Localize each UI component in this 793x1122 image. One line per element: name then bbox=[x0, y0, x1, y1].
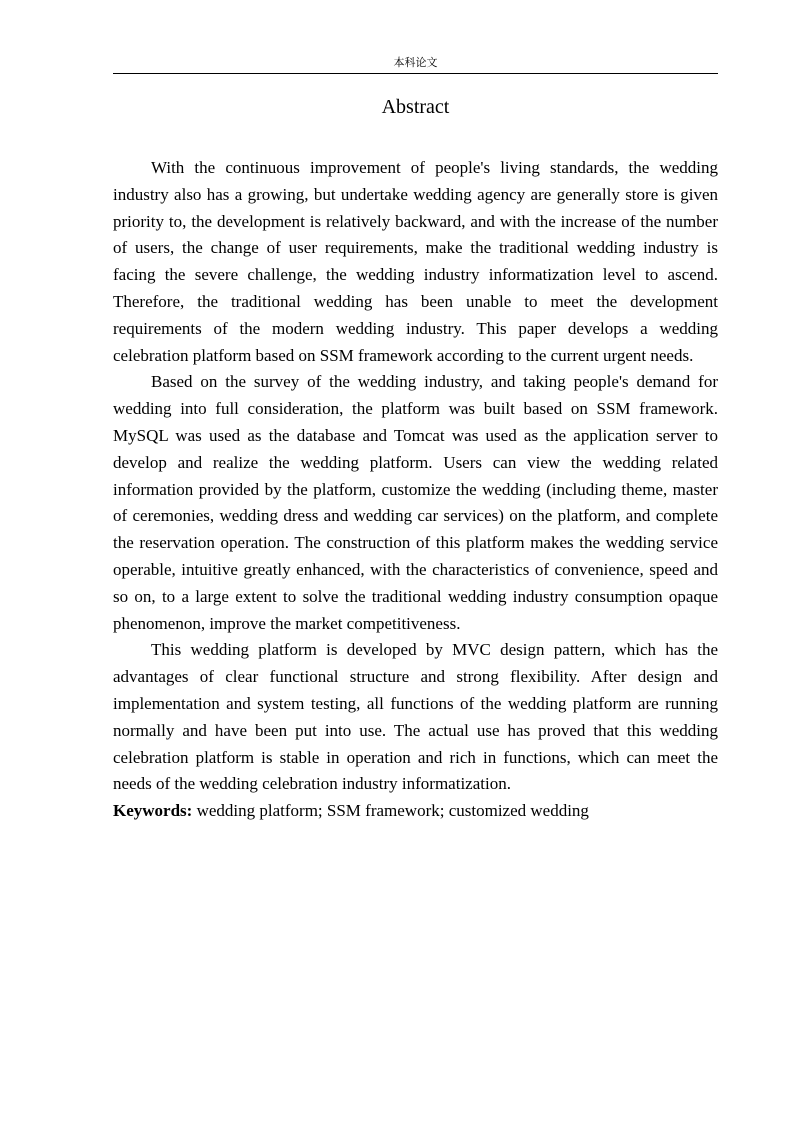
abstract-paragraph-3: This wedding platform is developed by MVC design pattern, which has the advantages of clear functional structure and strong flexibility. After design and implementation and system testing, all functions of the wedding platform are running normally and have been put into use. The actual use has proved that this wedding celebration platform is stable in operation and rich in functions, which can meet the needs of the wedding celebration industry informatization. bbox=[113, 640, 718, 794]
abstract-paragraph-2: Based on the survey of the wedding industry, and taking people's demand for wedding into full consideration, the platform was built based on SSM framework. MySQL was used as the database and Tomcat was used as the application server to develop and realize the wedding platform. Users can view the wedding related information provided by the platform, customize the wedding (including theme, master of ceremonies, wedding dress and wedding car services) on the platform, and complete the reservation operation. The construction of this platform makes the wedding service operable, intuitive greatly enhanced, with the characteristics of convenience, speed and so on, to a large extent to solve the traditional wedding industry consumption opaque phenomenon, improve the market competitiveness. bbox=[113, 372, 718, 633]
keywords-label: Keywords: bbox=[113, 801, 193, 821]
abstract-title: Abstract bbox=[381, 96, 450, 118]
abstract-body bbox=[113, 155, 718, 825]
header-rule bbox=[113, 73, 718, 74]
keywords-text: wedding platform; SSM framework; customized wedding bbox=[192, 801, 589, 821]
abstract-paragraph-1: With the continuous improvement of people's living standards, the wedding industry also has a growing, but undertake wedding agency are generally store is given priority to, the development is relatively backward, and with the increase of the number of users, the change of user requirements, make the traditional wedding industry is facing the severe challenge, the wedding industry informatization level to ascend. Therefore, the traditional wedding has been unable to meet the development requirements of the modern wedding industry. This paper develops a wedding celebration platform based on SSM framework according to the current urgent needs. bbox=[113, 158, 718, 365]
running-header: 本科论文 bbox=[393, 56, 438, 69]
keywords-line bbox=[113, 798, 718, 825]
